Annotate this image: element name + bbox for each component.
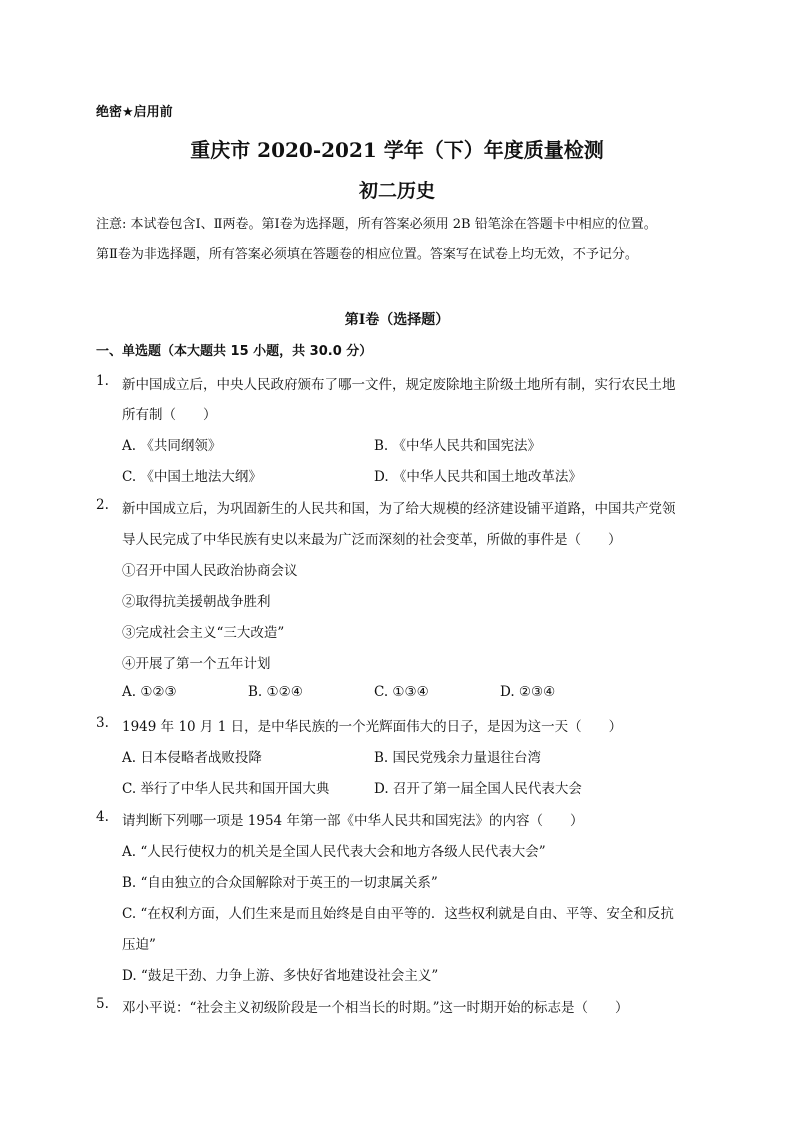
- question-number: 4.: [96, 809, 109, 825]
- exam-subject: 初二历史: [358, 180, 435, 202]
- question-text: 新中国成立后，为巩固新生的人民共和国，为了给大规模的经济建设铺平道路，中国共产党领: [122, 501, 676, 517]
- exam-title: 重庆市 2020-2021 学年（下）年度质量检测: [190, 138, 604, 162]
- part-heading: 一、单选题（本大题共 15 小题，共 30.0 分）: [96, 344, 373, 359]
- option-b: B. 《中华人民共和国宪法》: [374, 438, 542, 454]
- question-number: 3.: [96, 715, 109, 731]
- option-d: D. “鼓足干劲、力争上游、多快好省地建设社会主义”: [122, 968, 439, 984]
- section-title: 第Ⅰ卷（选择题）: [344, 312, 450, 328]
- option-a: A. 《共同纲领》: [122, 438, 222, 454]
- question-text: 所有制（ ）: [122, 407, 217, 423]
- option-d: D. 召开了第一届全国人民代表大会: [374, 781, 582, 797]
- notice-line-2: 第Ⅱ卷为非选择题，所有答案必须填在答题卷的相应位置。答案写在试卷上均无效，不予记分。: [96, 247, 638, 262]
- statement-4: ④开展了第一个五年计划: [122, 656, 271, 672]
- option-c-continued: 压迫”: [122, 937, 156, 953]
- option-c: C. “在权利方面，人们生来是而且始终是自由平等的．这些权利就是自由、平等、安全和反抗: [122, 906, 674, 922]
- statement-3: ③完成社会主义“三大改造”: [122, 625, 285, 641]
- option-b: B. “自由独立的合众国解除对于英王的一切隶属关系”: [122, 875, 438, 891]
- option-a: A. “人民行使权力的机关是全国人民代表大会和地方各级人民代表大会”: [122, 844, 546, 860]
- option-d: D. 《中华人民共和国土地改革法》: [374, 469, 582, 485]
- option-d: D. ②③④: [500, 684, 556, 700]
- option-a: A. ①②③: [122, 684, 177, 700]
- question-text: 邓小平说：“社会主义初级阶段是一个相当长的时期。”这一时期开始的标志是（ ）: [122, 1000, 629, 1016]
- confidential-label: 绝密★启用前: [96, 105, 173, 120]
- question-text: 新中国成立后，中央人民政府颁布了哪一文件，规定废除地主阶级土地所有制，实行农民土地: [122, 377, 676, 393]
- option-c: C. ①③④: [374, 684, 429, 700]
- notice-line-1: 注意: 本试卷包含Ⅰ、Ⅱ两卷。第Ⅰ卷为选择题，所有答案必须用 2B 铅笔涂在答题卡中相应的位置。: [96, 217, 657, 232]
- question-text: 1949 年 10 月 1 日，是中华民族的一个光辉面伟大的日子，是因为这一天（ ）: [122, 719, 623, 735]
- question-number: 1.: [96, 373, 109, 389]
- question-number: 5.: [96, 996, 109, 1012]
- statement-2: ②取得抗美援朝战争胜利: [122, 594, 271, 610]
- option-b: B. ①②④: [248, 684, 303, 700]
- option-a: A. 日本侵略者战败投降: [122, 750, 262, 766]
- option-c: C. 《中国土地法大纲》: [122, 469, 262, 485]
- question-text: 导人民完成了中华民族有史以来最为广泛而深刻的社会变革，所做的事件是（ ）: [122, 532, 622, 548]
- question-text: 请判断下列哪一项是 1954 年第一部《中华人民共和国宪法》的内容（ ）: [122, 813, 584, 829]
- question-number: 2.: [96, 497, 109, 513]
- option-b: B. 国民党残余力量退往台湾: [374, 750, 542, 766]
- statement-1: ①召开中国人民政治协商会议: [122, 563, 298, 579]
- option-c: C. 举行了中华人民共和国开国大典: [122, 781, 330, 797]
